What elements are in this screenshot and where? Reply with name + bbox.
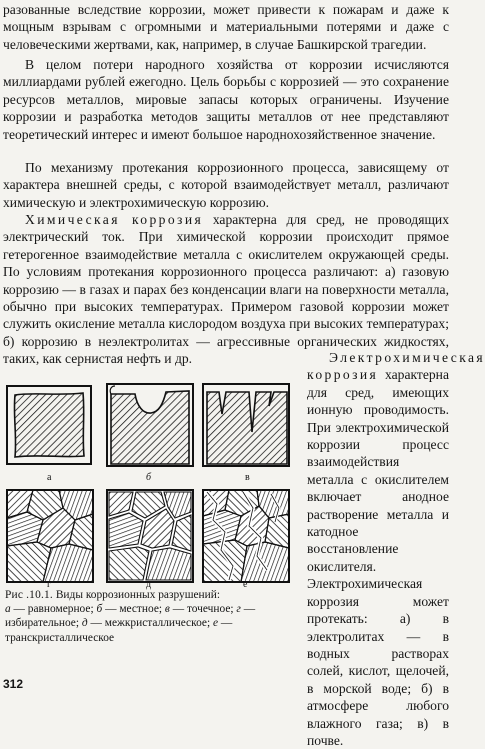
paragraph-5-body: характерна для сред, имеющих ионную проводимость. При электрохимической коррозии процесс взаимодействия металла с окислителем включает анодное растворение металла и катодное восстановление окислителя. Электрохимическая коррозия может протекать: а) в электролитах — в водных растворах солей, кислот, щелочей, в морской воде; б) в атмосфере любого влажного газа; в) в почве.: [307, 367, 449, 748]
caption-letter-v: в: [164, 603, 170, 616]
panel-b-local: [107, 384, 193, 466]
caption-text-d: межкристаллическое;: [104, 617, 211, 630]
caption-letter-g: г: [236, 603, 241, 616]
caption-text-a: равномерное;: [27, 603, 94, 616]
caption-text-g: избирательное;: [5, 617, 80, 630]
caption-letter-b: б: [96, 603, 103, 616]
caption-letter-e: е: [212, 617, 219, 630]
term-electrochemical-corrosion: Электрохимическая коррозия: [307, 350, 485, 383]
panel-e-transcrystalline: [203, 490, 289, 582]
panel-label-a: а: [47, 472, 52, 483]
panel-g-selective: [7, 490, 93, 582]
panel-label-e: е: [243, 579, 248, 590]
paragraph-4-body: характерна для сред, не проводящих электрический ток. При химической коррозии происходит прямое гетерогенное взаимодействие металла с окислителем окружающей среды. По условиям протекания коррозионного процесса различают: а) газовую коррозию — в газах и парах без конденсации влаги на поверхности металла, обычно при высоких температурах. Примером газовой коррозии может служить окисление металла кислородом воздуха при высоких температурах; б) коррозию в неэлектролитах — агрессивные органических жидкостях, таких, как сернистая нефть и др.: [3, 212, 449, 367]
panel-d-intercrystalline: [107, 490, 193, 582]
panel-label-b: б: [146, 472, 152, 483]
panel-a-uniform: [7, 386, 91, 464]
caption-text-v: точечное;: [186, 603, 234, 616]
caption-text-e: транскристаллическое: [5, 631, 115, 644]
paragraph-1: разованные вследствие коррозии, может привести к пожарам и даже к мощным взрывам с огромными и материальными потерями и даже с человеческими жертвами, как, например, в случае Башкирской трагедии.: [3, 2, 449, 52]
caption-title: Виды коррозионных разрушений:: [55, 589, 221, 601]
figure-caption: Рис .10.1. Виды коррозионных разрушений: а — равномерное; б — местное; в — точечное; г — избирательное; д — межкристаллическое; е — транскристаллическое: [5, 589, 256, 644]
term-chemical-corrosion: Химическая коррозия: [25, 212, 204, 227]
panel-label-v: в: [245, 472, 250, 483]
paragraph-4: [3, 211, 449, 368]
panel-label-d: д: [146, 579, 152, 590]
page-number: 312: [3, 677, 24, 691]
panel-v-pitting: [203, 384, 289, 466]
caption-text-b: местное;: [119, 603, 163, 616]
paragraph-3: По механизму протекания коррозионного процесса, зависящему от характера внешней среды, с которой взаимодействует металл, различают химическую и электрохимическую коррозию.: [3, 160, 449, 210]
paragraph-2: В целом потери народного хозяйства от коррозии исчисляются миллиардами рублей ежегодно. Цель борьбы с коррозией — это сохранение ресурсов металлов, мировые запасы которых ограничены. Изучение коррозии и разработка методов защиты металлов от нее представляют теоретический интерес и имеют большое народнохозяйственное значение.: [3, 57, 449, 142]
caption-letter-d: д: [81, 617, 88, 630]
panel-label-g: г: [47, 579, 52, 590]
paragraph-5: [307, 349, 485, 749]
figure-drawing: [3, 380, 303, 590]
caption-prefix: Рис .10.1.: [5, 589, 53, 601]
caption-letter-a: а: [5, 603, 11, 616]
